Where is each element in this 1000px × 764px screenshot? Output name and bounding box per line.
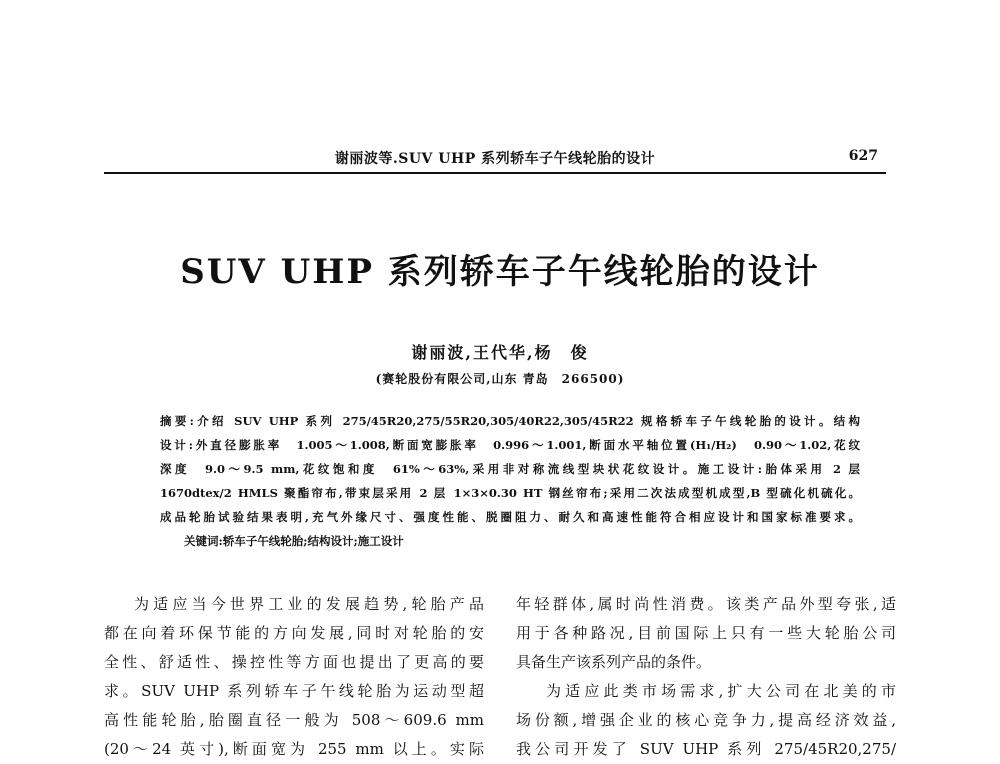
body-column-left [104,590,484,764]
running-head [104,148,886,174]
abstract [160,409,860,553]
body-line: 我公司开发了 SUV UHP 系列 275/45R20,275/ [516,740,896,758]
abstract-line: 1670dtex/2 HMLS 聚酯帘布,带束层采用 2 层 1×3×0.30 HT 钢丝帘布;采用二次法成型机成型,B 型硫化机硫化。 [160,486,860,500]
body-line: 求。SUV UHP 系列轿车子午线轮胎为运动型超 [104,682,484,700]
body-line: 具备生产该系列产品的条件。 [516,653,712,671]
abstract-line: 设计:外直径膨胀率 1.005～1.008,断面宽膨胀率 0.996～1.001,断面水平轴位置(H₁/H₂) 0.90～1.02,花纹 [160,438,860,452]
abstract-line: 深度 9.0～9.5 mm,花纹饱和度 61%～63%,采用非对称流线型块状花纹设计。施工设计:胎体采用 2 层 [160,462,860,476]
body-line: 为适应此类市场需求,扩大公司在北美的市 [546,682,896,700]
abstract-line: 成品轮胎试验结果表明,充气外缘尺寸、强度性能、脱圈阻力、耐久和高速性能符合相应设计和国家标准要求。 [160,510,860,524]
abstract-line: 摘要:介绍 SUV UHP 系列 275/45R20,275/55R20,305/40R22,305/45R22 规格轿车子午线轮胎的设计。结构 [160,414,860,428]
body-line: 年轻群体,属时尚性消费。该类产品外型夸张,适 [516,595,896,613]
paper-title: SUV UHP 系列轿车子午线轮胎的设计 [180,252,820,292]
body-line: 用于各种路况,目前国际上只有一些大轮胎公司 [516,624,896,642]
body-line: 都在向着环保节能的方向发展,同时对轮胎的安 [104,624,484,642]
body-line: 场份额,增强企业的核心竞争力,提高经济效益, [516,711,896,729]
body-line: 高性能轮胎,胎圈直径一般为 508～609.6 mm [104,711,484,729]
body-line: 全性、舒适性、操控性等方面也提出了更高的要 [104,653,484,671]
body-line: 为适应当今世界工业的发展趋势,轮胎产品 [134,595,484,613]
affiliation: (赛轮股份有限公司,山东 青岛 266500) [375,372,625,386]
keywords: 关键词:轿车子午线轮胎;结构设计;施工设计 [184,534,404,548]
page-number: 627 [848,148,878,164]
body-column-right [516,590,896,764]
body-line: (20～24 英寸),断面宽为 255 mm 以上。实际 [104,740,484,758]
running-head-title: 谢丽波等.SUV UHP 系列轿车子午线轮胎的设计 [334,151,656,167]
authors: 谢丽波,王代华,杨 俊 [411,343,589,362]
